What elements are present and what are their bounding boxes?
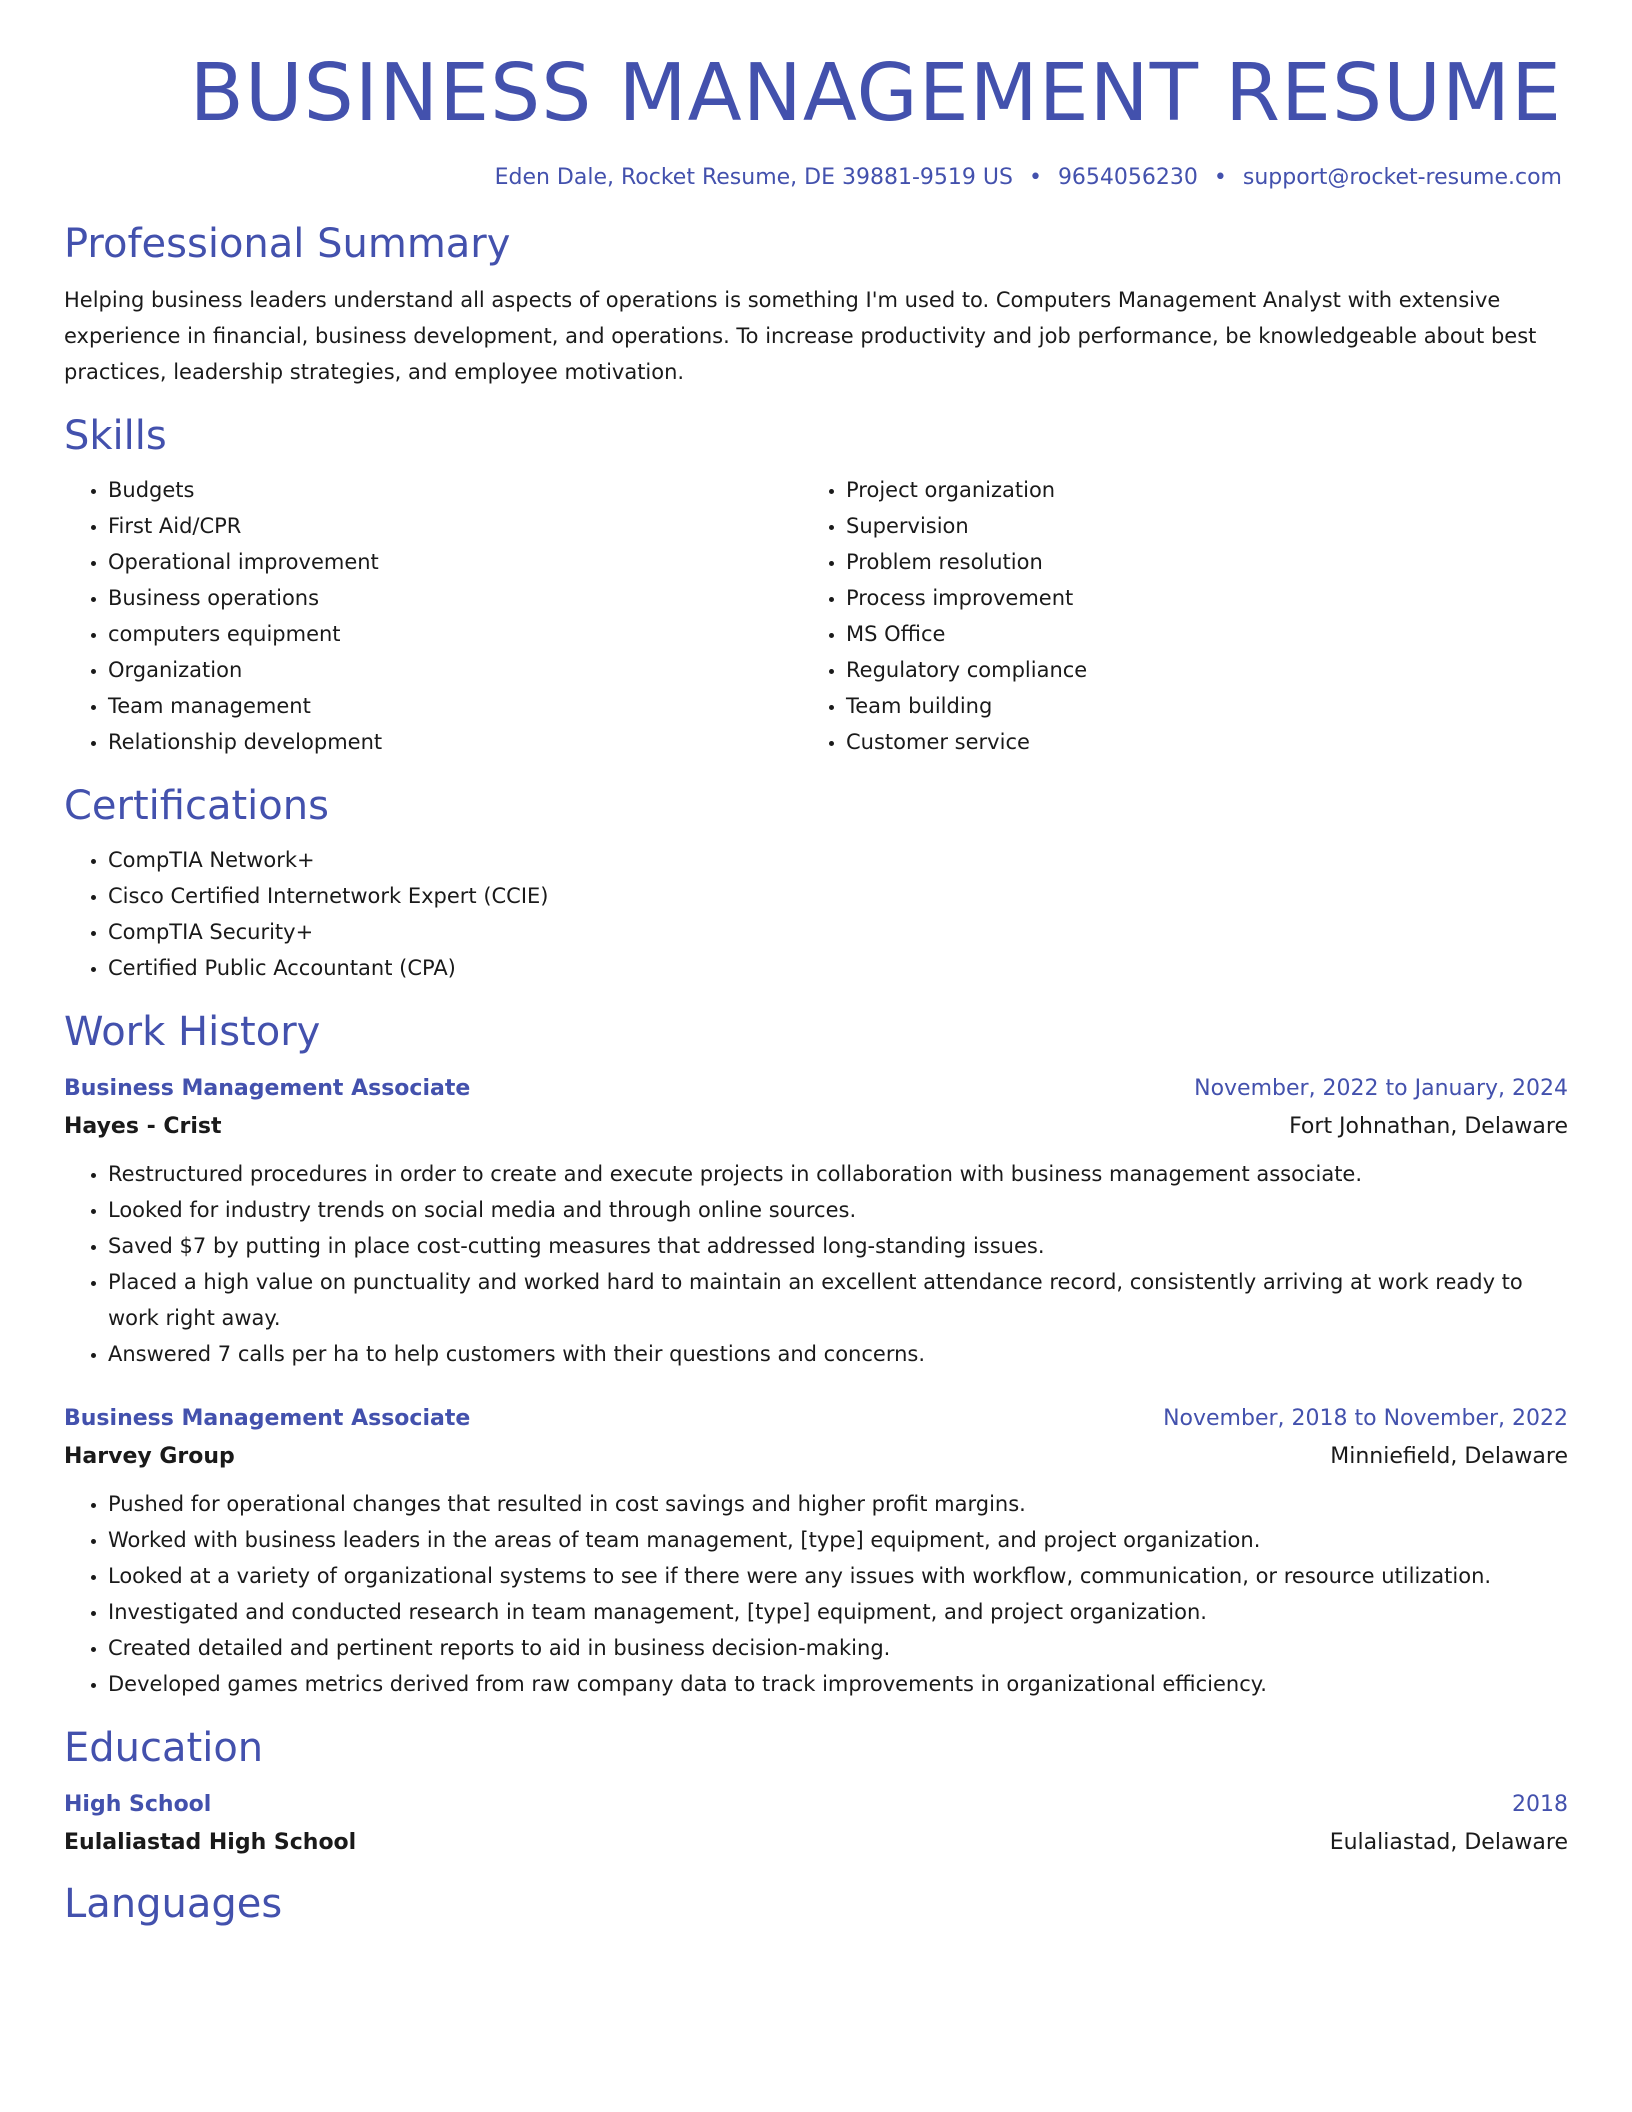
skill-item: • Team building [846,688,1568,724]
skill-item: • Organization [108,652,802,688]
contact-phone[interactable]: 9654056230 [1057,164,1198,190]
contact-separator: • [1213,164,1227,190]
job-header [64,1400,1568,1438]
job-role: Business Management Associate [64,1405,471,1431]
job-company: Harvey Group [64,1443,235,1469]
job-company: Hayes - Crist [64,1113,222,1139]
skill-item: • Problem resolution [846,544,1568,580]
certifications-section [64,782,1568,986]
skill-item: • Customer service [846,724,1568,760]
section-heading-languages: Languages [64,1880,283,1927]
languages-section [64,1880,1568,1928]
job-bullet: • Restructured procedures in order to create and execute projects in collaboration with business management associate. [108,1156,1568,1192]
job-bullet: • Investigated and conducted research in team management, [type] equipment, and project organization. [108,1594,1568,1630]
skill-item: • computers equipment [108,616,802,652]
resume-title: BUSINESS MANAGEMENT RESUME [189,47,1562,139]
job-dates: November, 2018 to November, 2022 [1163,1405,1568,1431]
job-bullet: • Worked with business leaders in the areas of team management, [type] equipment, and project organization. [108,1522,1568,1558]
education-entry [64,1786,1568,1862]
job-entry [64,1400,1568,1702]
section-heading-skills: Skills [64,412,167,459]
skill-item: • Business operations [108,580,802,616]
skill-item: • Relationship development [108,724,802,760]
section-heading-certifications: Certifications [64,782,329,829]
education-header [64,1786,1568,1824]
contact-line [64,165,1568,190]
work-history-section [64,1008,1568,1702]
job-header [64,1070,1568,1108]
job-location: Fort Johnathan, Delaware [1289,1113,1568,1139]
job-location: Minniefield, Delaware [1330,1443,1568,1469]
contact-address: Eden Dale, Rocket Resume, DE 39881-9519 US [494,164,1013,190]
job-entry [64,1070,1568,1372]
job-subheader [64,1108,1568,1146]
job-bullet: • Developed games metrics derived from raw company data to track improvements in organizational efficiency. [108,1666,1568,1702]
certification-item: • Cisco Certified Internetwork Expert (CCIE) [108,878,1568,914]
summary-text: Helping business leaders understand all aspects of operations is something I'm used to. Computers Management Analyst with extensive experience in financial, business development, and operations. To increase productivity and job performance, be knowledgeable about best practices, leadership strategies, and employee motivation. [64,287,1537,384]
section-heading-education: Education [64,1724,264,1771]
skill-item: • Budgets [108,472,802,508]
job-dates: November, 2022 to January, 2024 [1194,1075,1568,1101]
skill-item: • Project organization [846,472,1568,508]
education-section [64,1724,1568,1862]
skill-item: • Operational improvement [108,544,802,580]
education-subheader [64,1824,1568,1862]
job-bullet: • Saved $7 by putting in place cost-cutting measures that addressed long-standing issues. [108,1228,1568,1264]
education-school: Eulaliastad High School [64,1829,357,1855]
job-bullet: • Looked for industry trends on social media and through online sources. [108,1192,1568,1228]
certification-item: • Certified Public Accountant (CPA) [108,950,1568,986]
job-bullet: • Pushed for operational changes that resulted in cost savings and higher profit margins. [108,1486,1568,1522]
job-bullet: • Looked at a variety of organizational systems to see if there were any issues with workflow, communication, or resource utilization. [108,1558,1568,1594]
summary-section [64,220,1568,390]
job-bullets [64,1156,1568,1372]
job-bullet: • Created detailed and pertinent reports to aid in business decision-making. [108,1630,1568,1666]
job-bullet: • Answered 7 calls per ha to help customers with their questions and concerns. [108,1336,1568,1372]
skills-grid [64,472,1568,760]
certification-item: • CompTIA Security+ [108,914,1568,950]
education-degree: High School [64,1791,212,1817]
education-year: 2018 [1512,1791,1568,1817]
skill-item: • Team management [108,688,802,724]
contact-separator: • [1028,164,1042,190]
certification-item: • CompTIA Network+ [108,842,1568,878]
skills-list-right [802,472,1568,760]
education-location: Eulaliastad, Delaware [1329,1829,1568,1855]
skill-item: • First Aid/CPR [108,508,802,544]
job-subheader [64,1438,1568,1476]
skill-item: • Process improvement [846,580,1568,616]
contact-email[interactable]: support@rocket-resume.com [1242,164,1562,190]
section-heading-summary: Professional Summary [64,220,511,267]
skill-item: • Supervision [846,508,1568,544]
skill-item: • MS Office [846,616,1568,652]
certifications-list [64,842,1568,986]
section-heading-work-history: Work History [64,1008,321,1055]
job-bullet: • Placed a high value on punctuality and worked hard to maintain an excellent attendance record, consistently arriving at work ready to work right away. [108,1264,1568,1336]
skills-section [64,412,1568,760]
skills-list-left [64,472,802,760]
job-role: Business Management Associate [64,1075,471,1101]
job-bullets [64,1486,1568,1702]
skill-item: • Regulatory compliance [846,652,1568,688]
